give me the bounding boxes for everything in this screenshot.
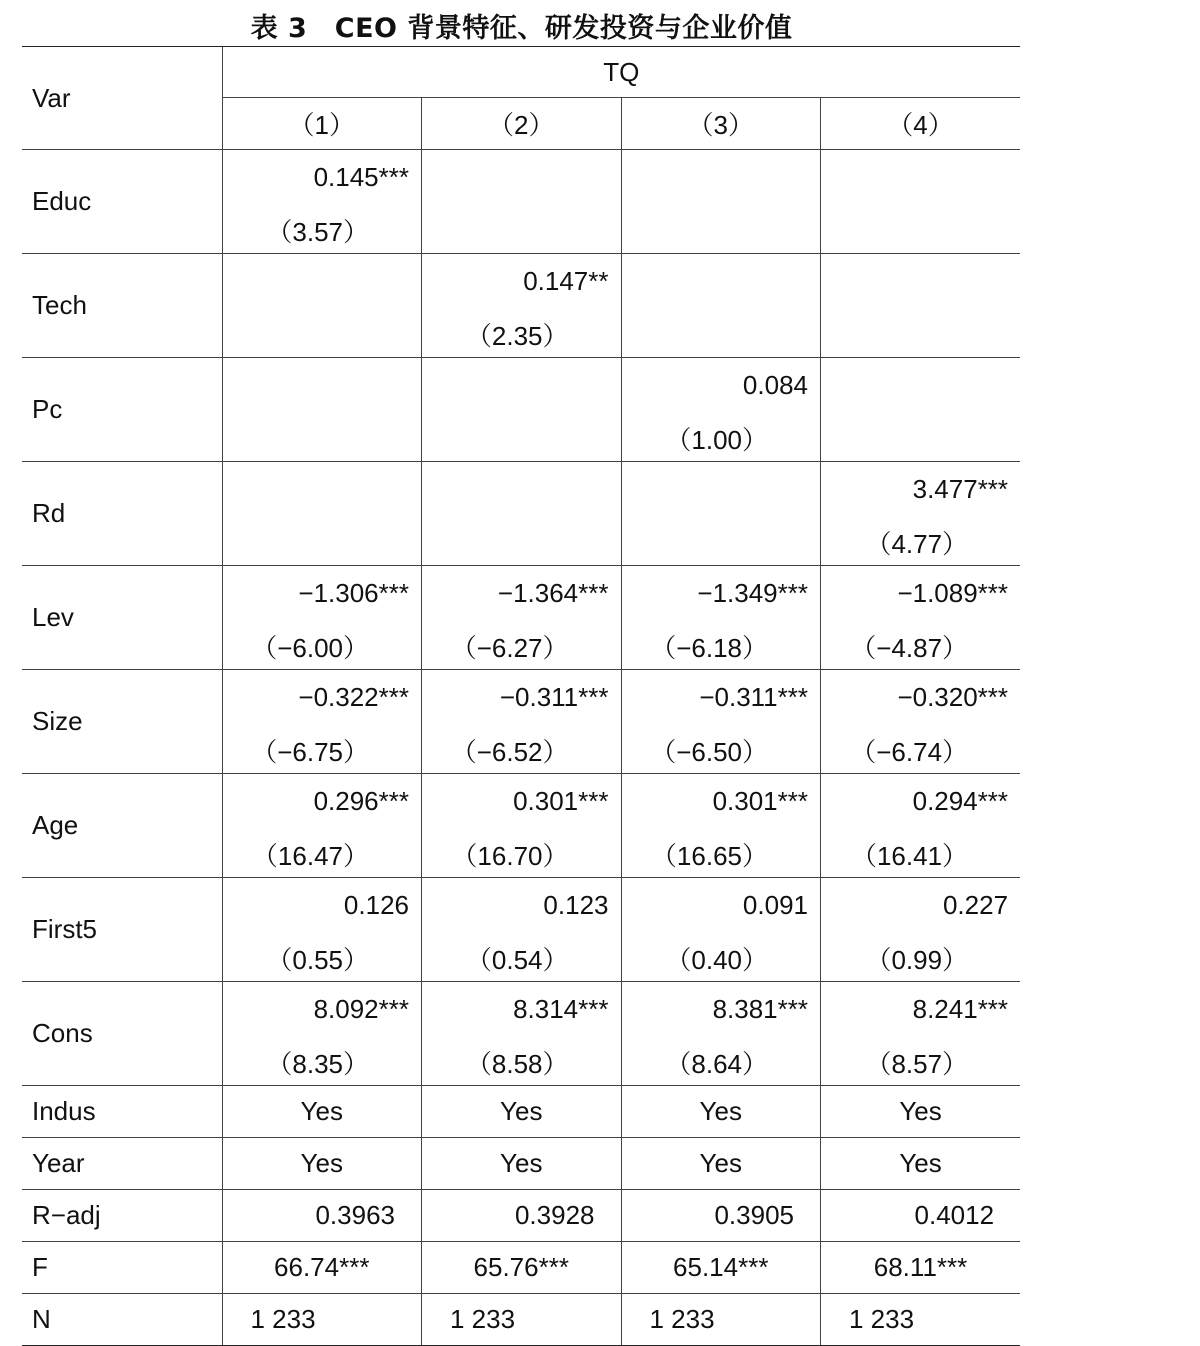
coefficient-value: 0.301*** xyxy=(513,786,609,816)
coefficient-value: 0.296*** xyxy=(313,786,409,816)
coefficient-value: 8.381*** xyxy=(712,994,808,1024)
t-statistic: （3.57） xyxy=(266,217,369,247)
table-cell xyxy=(821,878,1021,982)
row-label: Lev xyxy=(22,566,222,670)
coefficient-value: 8.241*** xyxy=(912,994,1009,1024)
table-cell xyxy=(821,670,1021,774)
table-cell xyxy=(422,670,622,774)
table-cell xyxy=(621,982,821,1086)
row-label: First5 xyxy=(22,878,222,982)
t-statistic: （8.64） xyxy=(665,1049,768,1079)
t-statistic: （−6.52） xyxy=(450,737,569,767)
t-statistic: （1.00） xyxy=(665,425,768,455)
t-statistic: （8.58） xyxy=(465,1049,569,1079)
t-statistic: （16.70） xyxy=(451,841,569,871)
coefficient-value: −1.089*** xyxy=(897,578,1009,608)
row-label: Age xyxy=(22,774,222,878)
regression-table xyxy=(22,46,1020,1346)
table-cell: 0.3963 xyxy=(222,1190,422,1242)
table-cell xyxy=(422,878,622,982)
t-statistic: （0.54） xyxy=(465,945,569,975)
table-cell xyxy=(422,462,622,566)
table-cell xyxy=(821,566,1021,670)
coefficient-value: −0.311*** xyxy=(499,682,609,712)
table-row-lev xyxy=(22,566,1020,670)
t-statistic: （−6.75） xyxy=(251,737,369,767)
table-cell xyxy=(222,566,422,670)
table-cell: 65.14*** xyxy=(621,1242,821,1294)
table-cell xyxy=(222,462,422,566)
table-cell xyxy=(222,254,422,358)
table-row-n xyxy=(22,1294,1020,1346)
row-label: F xyxy=(22,1242,222,1294)
table-cell xyxy=(621,254,821,358)
table-cell: Yes xyxy=(422,1138,622,1190)
coefficient-value: −1.349*** xyxy=(697,578,808,608)
t-statistic: （−6.27） xyxy=(450,633,569,663)
table-row-first5 xyxy=(22,878,1020,982)
coefficient-value: 0.294*** xyxy=(912,786,1009,816)
table-row-f xyxy=(22,1242,1020,1294)
coefficient-value: −0.320*** xyxy=(897,682,1009,712)
table-cell xyxy=(222,150,422,254)
coefficient-value: −1.364*** xyxy=(497,578,609,608)
table-cell xyxy=(222,670,422,774)
table-cell: 1 233 xyxy=(422,1294,622,1346)
column-label: （4） xyxy=(821,98,1021,150)
table-cell: 1 233 xyxy=(621,1294,821,1346)
t-statistic: （16.41） xyxy=(850,841,969,871)
t-statistic: （−6.74） xyxy=(850,737,969,767)
row-label: Size xyxy=(22,670,222,774)
table-cell xyxy=(222,982,422,1086)
table-cell xyxy=(621,358,821,462)
coefficient-value: −1.306*** xyxy=(298,578,409,608)
t-statistic: （−4.87） xyxy=(850,633,969,663)
table-cell xyxy=(621,774,821,878)
table-cell xyxy=(821,462,1021,566)
t-statistic: （2.35） xyxy=(465,321,569,351)
coefficient-value: 0.301*** xyxy=(712,786,808,816)
table-row-age xyxy=(22,774,1020,878)
coefficient-rows xyxy=(22,150,1020,1086)
table-row-educ xyxy=(22,150,1020,254)
row-label: Cons xyxy=(22,982,222,1086)
column-label: （1） xyxy=(222,98,422,150)
row-label: Rd xyxy=(22,462,222,566)
table-cell: 1 233 xyxy=(821,1294,1021,1346)
table-cell xyxy=(222,774,422,878)
table-cell xyxy=(621,878,821,982)
table-cell xyxy=(821,150,1021,254)
t-statistic: （−6.50） xyxy=(650,737,768,767)
table-cell xyxy=(222,358,422,462)
row-label: N xyxy=(22,1294,222,1346)
table-cell xyxy=(621,670,821,774)
table-cell: Yes xyxy=(621,1138,821,1190)
row-label: Tech xyxy=(22,254,222,358)
table-row-pc xyxy=(22,358,1020,462)
coefficient-value: 0.145*** xyxy=(313,162,409,192)
table-cell xyxy=(422,982,622,1086)
table-cell xyxy=(422,358,622,462)
table-row-tech xyxy=(22,254,1020,358)
header-row-dependent xyxy=(22,47,1020,98)
table-cell: Yes xyxy=(422,1086,622,1138)
coefficient-value: 0.227 xyxy=(942,890,1009,920)
table-cell: Yes xyxy=(821,1086,1021,1138)
table-cell: Yes xyxy=(821,1138,1021,1190)
t-statistic: （−6.18） xyxy=(650,633,768,663)
table-cell xyxy=(821,358,1021,462)
table-row-year xyxy=(22,1138,1020,1190)
table-cell: 68.11*** xyxy=(821,1242,1021,1294)
table-cell: 0.3905 xyxy=(621,1190,821,1242)
table-cell xyxy=(422,254,622,358)
coefficient-value: 0.126 xyxy=(343,890,409,920)
t-statistic: （4.77） xyxy=(865,529,969,559)
coefficient-value: 8.314*** xyxy=(513,994,609,1024)
row-label: Educ xyxy=(22,150,222,254)
column-label: （2） xyxy=(422,98,622,150)
t-statistic: （8.57） xyxy=(865,1049,969,1079)
t-statistic: （0.40） xyxy=(665,945,768,975)
table-cell xyxy=(422,774,622,878)
table-cell xyxy=(621,566,821,670)
t-statistic: （−6.00） xyxy=(251,633,369,663)
row-label: R−adj xyxy=(22,1190,222,1242)
coefficient-value: 0.147** xyxy=(523,266,609,296)
table-cell: 66.74*** xyxy=(222,1242,422,1294)
t-statistic: （16.65） xyxy=(650,841,768,871)
coefficient-value: 3.477*** xyxy=(912,474,1009,504)
coefficient-value: 0.084 xyxy=(742,370,808,400)
table-cell: Yes xyxy=(621,1086,821,1138)
coefficient-value: 0.091 xyxy=(742,890,808,920)
coefficient-value: 0.123 xyxy=(543,890,609,920)
coefficient-value: 8.092*** xyxy=(313,994,409,1024)
table-row-rd xyxy=(22,462,1020,566)
table-cell xyxy=(621,150,821,254)
table-row-size xyxy=(22,670,1020,774)
row-label: Indus xyxy=(22,1086,222,1138)
table-cell xyxy=(821,982,1021,1086)
table-cell xyxy=(821,774,1021,878)
table-cell xyxy=(621,462,821,566)
coefficient-value: −0.311*** xyxy=(699,682,808,712)
row-label: Pc xyxy=(22,358,222,462)
row-label: Year xyxy=(22,1138,222,1190)
table-cell: 0.3928 xyxy=(422,1190,622,1242)
table-cell: 65.76*** xyxy=(422,1242,622,1294)
table-row-cons xyxy=(22,982,1020,1086)
table-row-radj xyxy=(22,1190,1020,1242)
column-label: （3） xyxy=(621,98,821,150)
t-statistic: （0.99） xyxy=(865,945,969,975)
table-row-indus xyxy=(22,1086,1020,1138)
table-cell xyxy=(422,566,622,670)
table-cell xyxy=(222,878,422,982)
table-cell: 1 233 xyxy=(222,1294,422,1346)
table-cell xyxy=(422,150,622,254)
dependent-var-header: TQ xyxy=(222,47,1020,98)
table-title: 表 3 CEO 背景特征、研发投资与企业价值 xyxy=(250,13,793,44)
table-cell xyxy=(821,254,1021,358)
var-header: Var xyxy=(22,47,222,150)
coefficient-value: −0.322*** xyxy=(298,682,409,712)
t-statistic: （16.47） xyxy=(251,841,369,871)
table-cell: 0.4012 xyxy=(821,1190,1021,1242)
table-cell: Yes xyxy=(222,1138,422,1190)
table-cell: Yes xyxy=(222,1086,422,1138)
t-statistic: （8.35） xyxy=(266,1049,369,1079)
t-statistic: （0.55） xyxy=(266,945,369,975)
